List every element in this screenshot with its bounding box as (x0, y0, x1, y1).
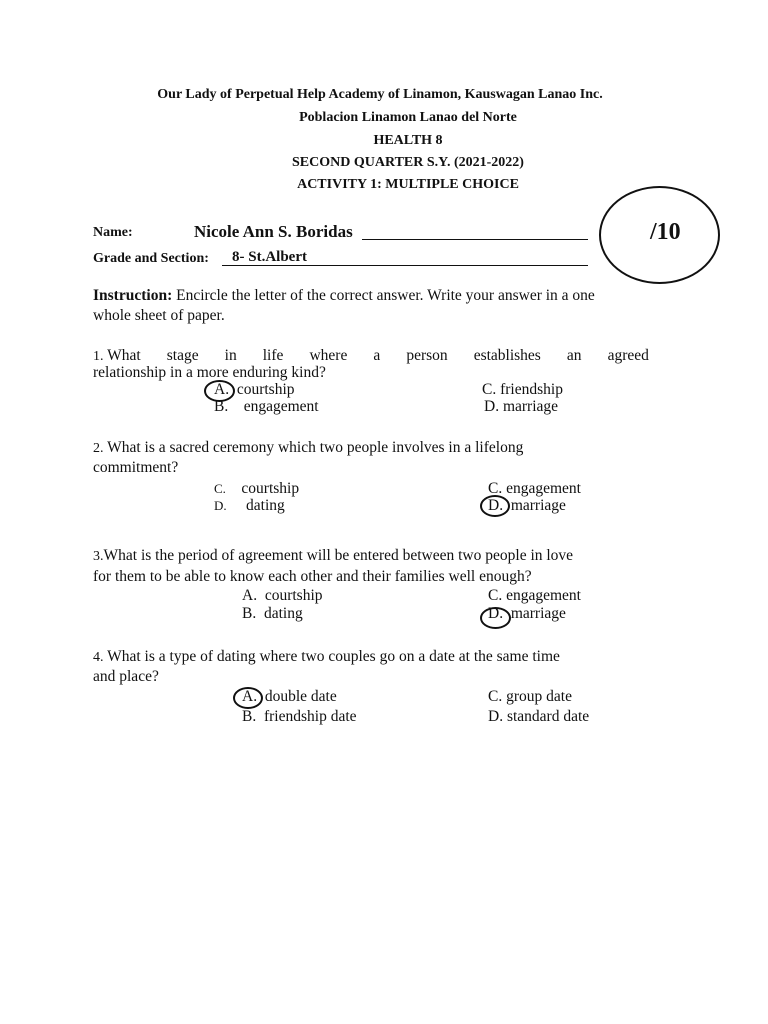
grade-section-value: 8- St.Albert (232, 249, 307, 265)
school-name: Our Lady of Perpetual Help Academy of Linamon, Kauswagan Lanao Inc. (157, 87, 603, 102)
q4-answer-circle (233, 687, 263, 709)
school-address: Poblacion Linamon Lanao del Norte (299, 110, 517, 125)
q3-answer-circle (480, 607, 511, 629)
q4-option-a: A. double date (242, 688, 337, 705)
question-2-line-1: 2. What is a sacred ceremony which two people involves in a lifelong (93, 439, 524, 456)
instruction-line-1 (93, 287, 595, 305)
q2-option-c1: C. courtship (214, 480, 300, 497)
instruction-label: Instruction: (93, 287, 173, 304)
question-4-line-2: and place? (93, 668, 159, 685)
question-3-line-2: for them to be able to know each other and their families well enough? (93, 568, 532, 585)
q1-option-c: C. friendship (482, 381, 563, 398)
question-1-number: 1. (93, 349, 104, 364)
q2-answer-circle (480, 495, 510, 517)
activity-title: ACTIVITY 1: MULTIPLE CHOICE (297, 177, 519, 192)
q1-option-b: B. engagement (214, 398, 319, 415)
q4-option-d: D. standard date (488, 708, 590, 725)
question-1-line-1: 1. What stage in life where a person establishes an agreed (93, 347, 649, 364)
grade-section-field (222, 249, 588, 267)
question-3-line-1: 3.What is the period of agreement will be entered between two people in love (93, 547, 574, 564)
q4-option-b: B. friendship date (242, 708, 357, 725)
instruction-text: Encircle the letter of the correct answer. Write your answer in a one (176, 287, 595, 304)
name-value: Nicole Ann S. Boridas (194, 222, 353, 241)
subject-title: HEALTH 8 (373, 133, 443, 148)
name-field (194, 222, 588, 241)
q3-option-b: B. dating (242, 605, 303, 622)
instruction-line-2: whole sheet of paper. (93, 307, 225, 324)
q3-option-a: A. courtship (242, 587, 323, 604)
quarter-title: SECOND QUARTER S.Y. (2021-2022) (292, 155, 524, 170)
question-2-line-2: commitment? (93, 459, 179, 476)
grade-section-label: Grade and Section: (93, 251, 209, 266)
q2-option-d1: D. dating (214, 497, 285, 514)
score-text: /10 (650, 219, 681, 245)
q4-option-c: C. group date (488, 688, 572, 705)
q3-option-c: C. engagement (488, 587, 581, 604)
q2-option-d2: D. marriage (488, 497, 566, 514)
q1-option-a: A. courtship (214, 381, 295, 398)
name-label: Name: (93, 225, 133, 240)
q2-option-c2: C. engagement (488, 480, 581, 497)
q1-option-d: D. marriage (484, 398, 559, 415)
question-1-line-2: relationship in a more enduring kind? (93, 364, 326, 381)
question-4-line-1: 4. What is a type of dating where two couples go on a date at the same time (93, 648, 560, 665)
q3-option-d: D. marriage (488, 605, 566, 622)
